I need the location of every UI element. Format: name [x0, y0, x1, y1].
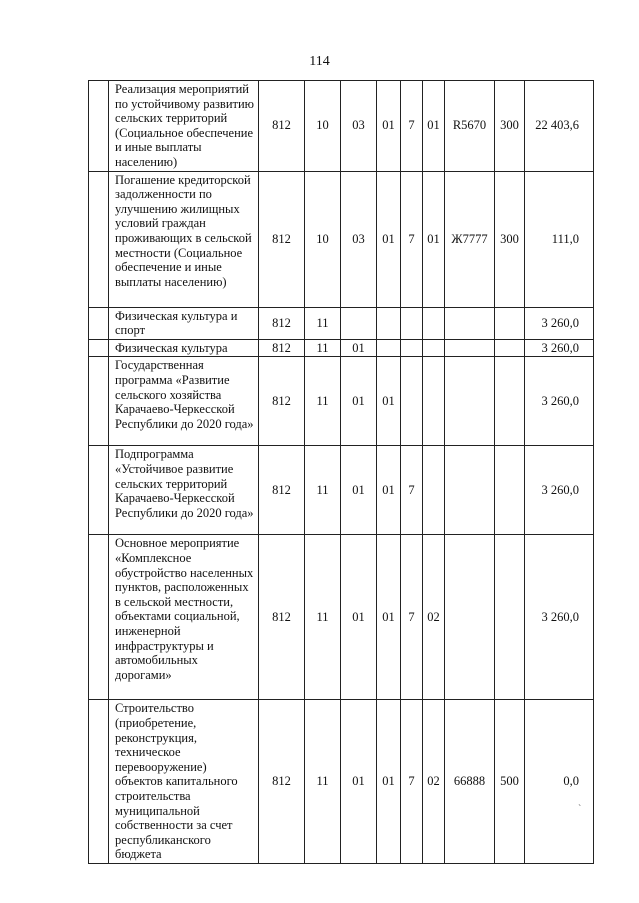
budget-table	[88, 80, 594, 864]
subprogram-code: 7	[401, 171, 423, 307]
row-description: Реализация мероприятий по устойчивому развитию сельских территорий (Социальное обеспечение и иные выплаты населению)	[109, 81, 259, 172]
subprogram-code: 7	[401, 700, 423, 864]
row-description: Погашение кредиторской задолженности по улучшению жилищных условий граждан проживающих в сельской местности (Социальное обеспечение и иные выплаты населению)	[109, 171, 259, 307]
direction-code	[445, 357, 495, 446]
amount: 3 260,0	[525, 357, 594, 446]
expense-type-code	[495, 357, 525, 446]
ministry-code: 812	[259, 357, 305, 446]
section-code: 11	[305, 307, 341, 339]
main-event-code	[423, 339, 445, 357]
row-description: Физическая культура и спорт	[109, 307, 259, 339]
main-event-code: 01	[423, 81, 445, 172]
section-code: 11	[305, 339, 341, 357]
expense-type-code: 300	[495, 81, 525, 172]
amount: 3 260,0	[525, 535, 594, 700]
row-description: Основное мероприятие «Комплексное обустройство населенных пунктов, расположенных в сельской местности, объектами социальной, инженерной инфраструктуры и автомобильных дорогами»	[109, 535, 259, 700]
amount: 0,0	[525, 700, 594, 864]
amount: 3 260,0	[525, 339, 594, 357]
program-code: 01	[377, 81, 401, 172]
main-event-code	[423, 307, 445, 339]
table-row	[89, 357, 594, 446]
blank-cell	[89, 357, 109, 446]
stray-mark: `	[578, 804, 582, 815]
main-event-code: 02	[423, 700, 445, 864]
ministry-code: 812	[259, 171, 305, 307]
table-row	[89, 339, 594, 357]
program-code: 01	[377, 171, 401, 307]
ministry-code: 812	[259, 307, 305, 339]
ministry-code: 812	[259, 700, 305, 864]
direction-code	[445, 446, 495, 535]
amount: 111,0	[525, 171, 594, 307]
direction-code: Ж7777	[445, 171, 495, 307]
table-row	[89, 81, 594, 172]
program-code	[377, 339, 401, 357]
subsection-code: 01	[341, 446, 377, 535]
subsection-code: 03	[341, 81, 377, 172]
subsection-code: 01	[341, 357, 377, 446]
blank-cell	[89, 81, 109, 172]
row-description: Строительство (приобретение, реконструкция, техническое перевооружение) объектов капитального строительства муниципальной собственности за счет республиканского бюджета	[109, 700, 259, 864]
program-code: 01	[377, 446, 401, 535]
subprogram-code	[401, 339, 423, 357]
expense-type-code: 500	[495, 700, 525, 864]
main-event-code: 01	[423, 171, 445, 307]
expense-type-code: 300	[495, 171, 525, 307]
blank-cell	[89, 535, 109, 700]
amount: 22 403,6	[525, 81, 594, 172]
expense-type-code	[495, 339, 525, 357]
ministry-code: 812	[259, 446, 305, 535]
ministry-code: 812	[259, 535, 305, 700]
expense-type-code	[495, 307, 525, 339]
blank-cell	[89, 171, 109, 307]
section-code: 10	[305, 81, 341, 172]
direction-code: 66888	[445, 700, 495, 864]
page-number: 114	[309, 54, 330, 69]
program-code: 01	[377, 357, 401, 446]
program-code	[377, 307, 401, 339]
row-description: Подпрограмма «Устойчивое развитие сельских территорий Карачаево-Черкесской Республики до 2020 года»	[109, 446, 259, 535]
table-row	[89, 446, 594, 535]
main-event-code	[423, 446, 445, 535]
section-code: 11	[305, 700, 341, 864]
table-row	[89, 171, 594, 307]
subsection-code: 01	[341, 339, 377, 357]
subprogram-code: 7	[401, 81, 423, 172]
amount: 3 260,0	[525, 446, 594, 535]
direction-code	[445, 535, 495, 700]
direction-code: R5670	[445, 81, 495, 172]
subprogram-code: 7	[401, 446, 423, 535]
row-description: Физическая культура	[109, 339, 259, 357]
subsection-code: 01	[341, 535, 377, 700]
table-body	[89, 81, 594, 864]
section-code: 10	[305, 171, 341, 307]
row-description: Государственная программа «Развитие сельского хозяйства Карачаево-Черкесской Республики до 2020 года»	[109, 357, 259, 446]
table-row	[89, 700, 594, 864]
table-row	[89, 307, 594, 339]
section-code: 11	[305, 357, 341, 446]
program-code: 01	[377, 700, 401, 864]
amount: 3 260,0	[525, 307, 594, 339]
section-code: 11	[305, 535, 341, 700]
direction-code	[445, 307, 495, 339]
subprogram-code: 7	[401, 535, 423, 700]
table-row	[89, 535, 594, 700]
subsection-code: 01	[341, 700, 377, 864]
main-event-code: 02	[423, 535, 445, 700]
subprogram-code	[401, 357, 423, 446]
blank-cell	[89, 307, 109, 339]
ministry-code: 812	[259, 339, 305, 357]
expense-type-code	[495, 446, 525, 535]
direction-code	[445, 339, 495, 357]
ministry-code: 812	[259, 81, 305, 172]
subprogram-code	[401, 307, 423, 339]
subsection-code	[341, 307, 377, 339]
blank-cell	[89, 700, 109, 864]
section-code: 11	[305, 446, 341, 535]
subsection-code: 03	[341, 171, 377, 307]
program-code: 01	[377, 535, 401, 700]
expense-type-code	[495, 535, 525, 700]
main-event-code	[423, 357, 445, 446]
blank-cell	[89, 446, 109, 535]
blank-cell	[89, 339, 109, 357]
